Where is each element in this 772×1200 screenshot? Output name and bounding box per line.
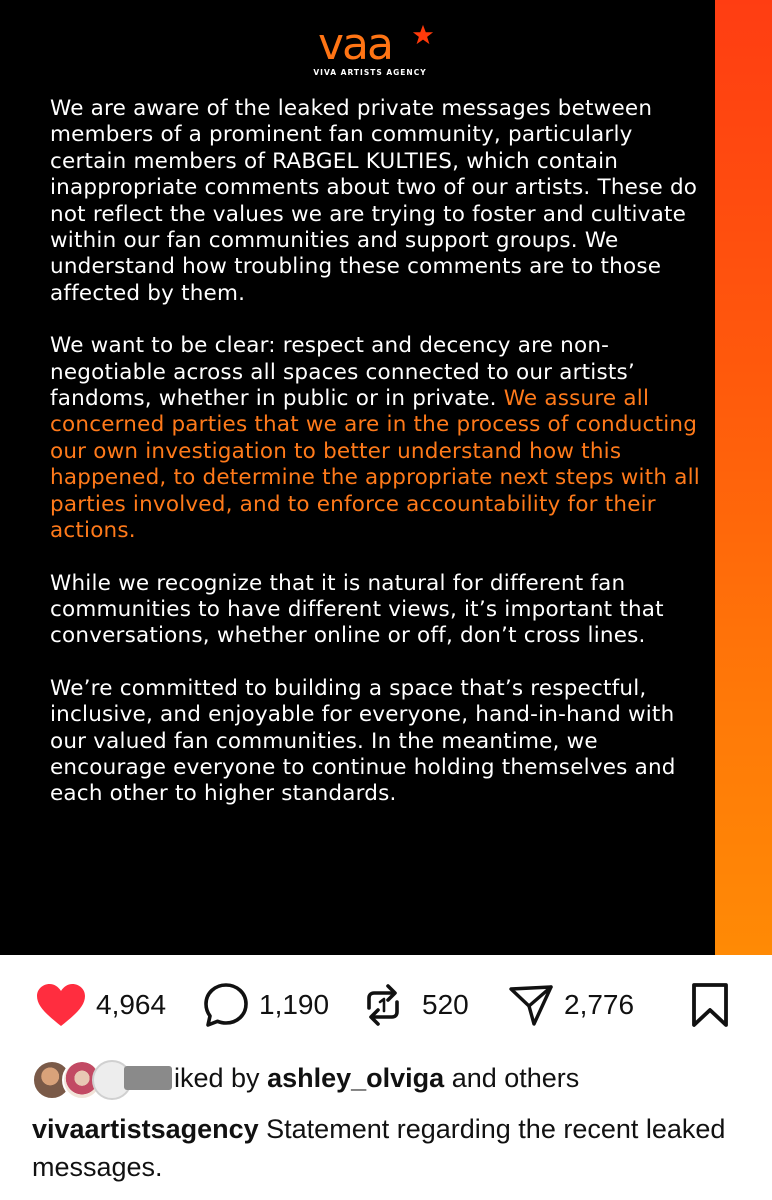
liker-avatars[interactable] — [32, 1058, 162, 1098]
bookmark-icon[interactable] — [690, 982, 730, 1028]
like-count: 4,964 — [96, 989, 167, 1020]
liked-by-user[interactable]: ashley_olviga — [267, 1062, 445, 1093]
share-icon[interactable] — [508, 982, 554, 1028]
share-button[interactable] — [508, 975, 634, 1035]
statement-paragraph-1: We are aware of the leaked private messages between members of a prominent fan community, particularly certain members of RABGEL KULTIES, which contain inappropriate comments about two of our artists. These do not reflect the values we are trying to foster and cultivate within our fan communities and support groups. We understand how troubling these comments are to those affected by them. — [50, 96, 698, 306]
liked-by-suffix[interactable]: and others — [451, 1062, 580, 1093]
share-count: 2,776 — [564, 989, 635, 1020]
comment-icon[interactable] — [203, 982, 249, 1028]
repost-count: 520 — [422, 989, 469, 1020]
comment-button[interactable] — [203, 975, 329, 1035]
repost-icon[interactable] — [360, 982, 406, 1028]
statement-paragraph-2-highlight: We assure all concerned parties that we are in the process of conducting our own investigation to better understand how this happened, to determine the appropriate next steps with all parties involved, and to enforce accountability for their actions. — [50, 386, 700, 544]
caption-username[interactable]: vivaartistsagency — [32, 1114, 259, 1144]
liked-by-text — [174, 1063, 579, 1094]
brand-logo — [290, 19, 450, 82]
star-icon — [412, 24, 434, 46]
repost-button[interactable] — [360, 975, 469, 1035]
liked-by-prefix: iked by — [174, 1062, 260, 1093]
statement-paragraph-2 — [50, 333, 710, 544]
action-bar — [0, 975, 772, 1035]
redacted-username — [124, 1066, 172, 1090]
like-button[interactable] — [36, 975, 166, 1035]
logo-tagline: VIVA ARTISTS AGENCY — [313, 68, 427, 77]
statement-text — [50, 96, 710, 834]
statement-paragraph-4: We’re committed to building a space that’s respectful, inclusive, and enjoyable for everyone, hand-in-hand with our valued fan communities. In the meantime, we encourage everyone to continue holding themselves and each other to higher standards. — [50, 675, 676, 807]
caption-text: Statement regarding the recent leaked messages. — [32, 1114, 726, 1182]
post-caption — [32, 1110, 752, 1186]
heart-icon[interactable] — [36, 983, 86, 1027]
liked-by-row[interactable] — [32, 1058, 579, 1098]
statement-paragraph-2-plain: We want to be clear: respect and decency are non-negotiable across all spaces connected to our artists’ fandoms, whether in public or in private. — [50, 333, 635, 412]
orange-gradient-stripe — [715, 0, 772, 955]
statement-paragraph-3: While we recognize that it is natural for different fan communities to have different views, it’s important that conversations, whether online or off, don’t cross lines. — [50, 570, 664, 649]
comment-count: 1,190 — [259, 989, 330, 1020]
bookmark-button[interactable] — [690, 975, 730, 1035]
logo-wordmark: vaa — [318, 19, 392, 70]
